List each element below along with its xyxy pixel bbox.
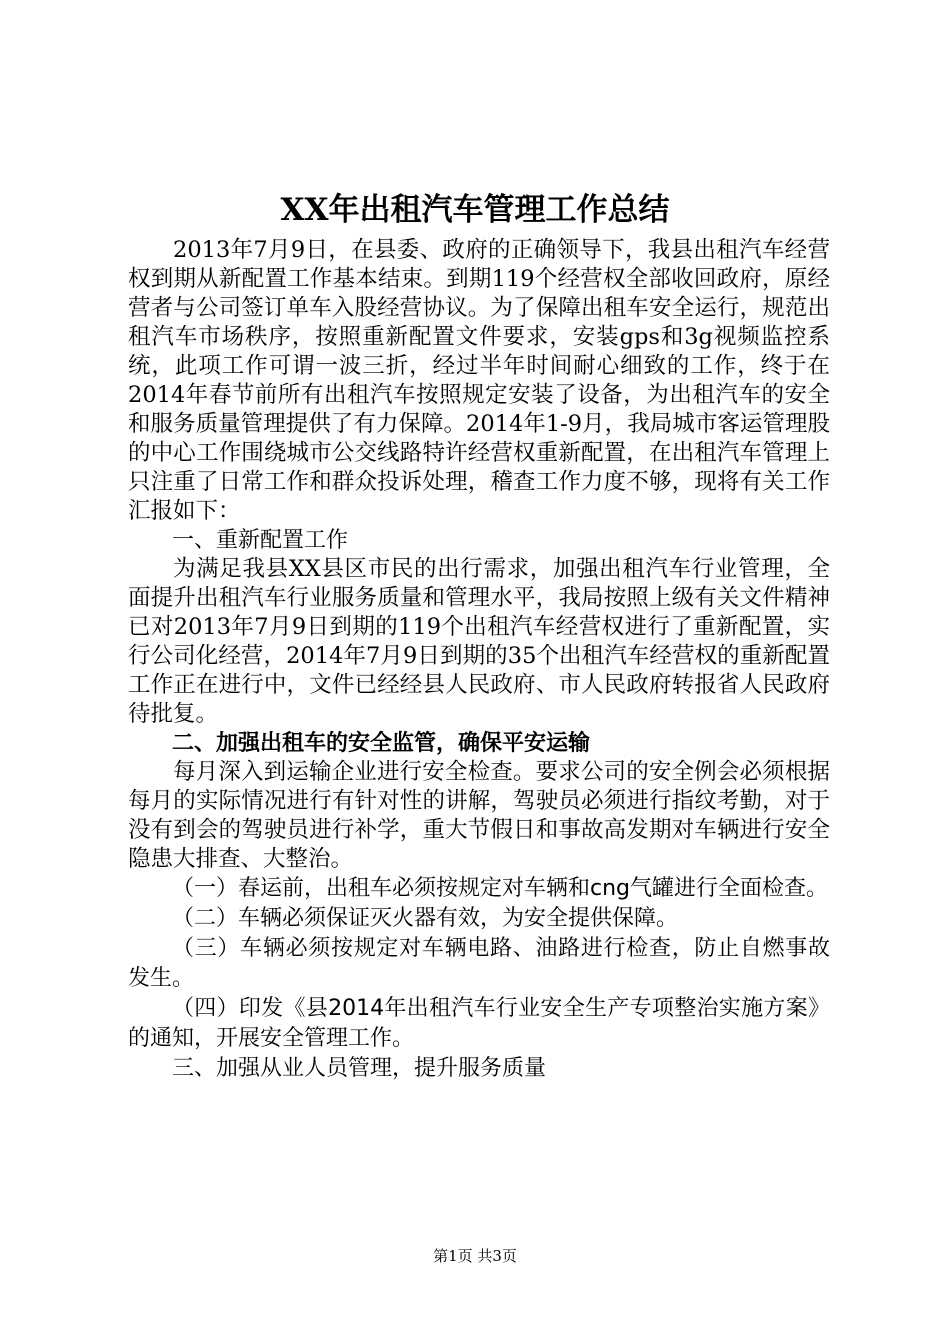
list-item: （二）车辆必须保证灭火器有效，为安全提供保障。 [172, 906, 679, 931]
list-item: （三）车辆必须按规定对车辆电路、油路进行检查，防止自燃事故发生。 [128, 936, 830, 991]
document-body [128, 236, 830, 1083]
section-2-paragraph: 每月深入到运输企业进行安全检查。要求公司的安全例会必须根据每月的实际情况进行有针对性的讲解，驾驶员必须进行指纹考勤，对于没有到会的驾驶员进行补学，重大节假日和事故高发期对车辆进行安全隐患大排查、大整治。 [128, 759, 830, 872]
document-title: XX年出租汽车管理工作总结 [280, 192, 670, 228]
section-heading-1: 一、重新配置工作 [172, 528, 349, 553]
section-heading-2: 二、加强出租车的安全监管，确保平安运输 [172, 731, 591, 756]
page-number-footer: 第1页 共3页 [433, 1247, 517, 1265]
section-1-paragraph: 为满足我县XX县区市民的出行需求，加强出租汽车行业管理，全面提升出租汽车行业服务质量和管理水平，我局按照上级有关文件精神已对2013年7月9日到期的119个出租汽车经营权进行了重新配置，实行公司化经营，2014年7月9日到期的35个出租汽车经营权的重新配置工作正在进行中，文件已经经县人民政府、市人民政府转报省人民政府待批复。 [128, 556, 830, 727]
intro-paragraph: 2013年7月9日，在县委、政府的正确领导下，我县出租汽车经营权到期从新配置工作基本结束。到期119个经营权全部收回政府，原经营者与公司签订单车入股经营协议。为了保障出租车安全运行，规范出租汽车市场秩序，按照重新配置文件要求，安装gps和3g视频监控系统，此项工作可谓一波三折，经过半年时间耐心细致的工作，终于在2014年春节前所有出租汽车按照规定安装了设备，为出租汽车的安全和服务质量管理提供了有力保障。2014年1-9月，我局城市客运管理股的中心工作围绕城市公交线路特许经营权重新配置，在出租汽车管理上只注重了日常工作和群众投诉处理，稽查工作力度不够，现将有关工作汇报如下： [128, 237, 830, 524]
list-item: （一）春运前，出租车必须按规定对车辆和cng气罐进行全面检查。 [172, 876, 829, 901]
list-item: （四）印发《县2014年出租汽车行业安全生产专项整治实施方案》的通知，开展安全管理工作。 [128, 996, 830, 1051]
section-heading-3: 三、加强从业人员管理，提升服务质量 [172, 1056, 547, 1081]
